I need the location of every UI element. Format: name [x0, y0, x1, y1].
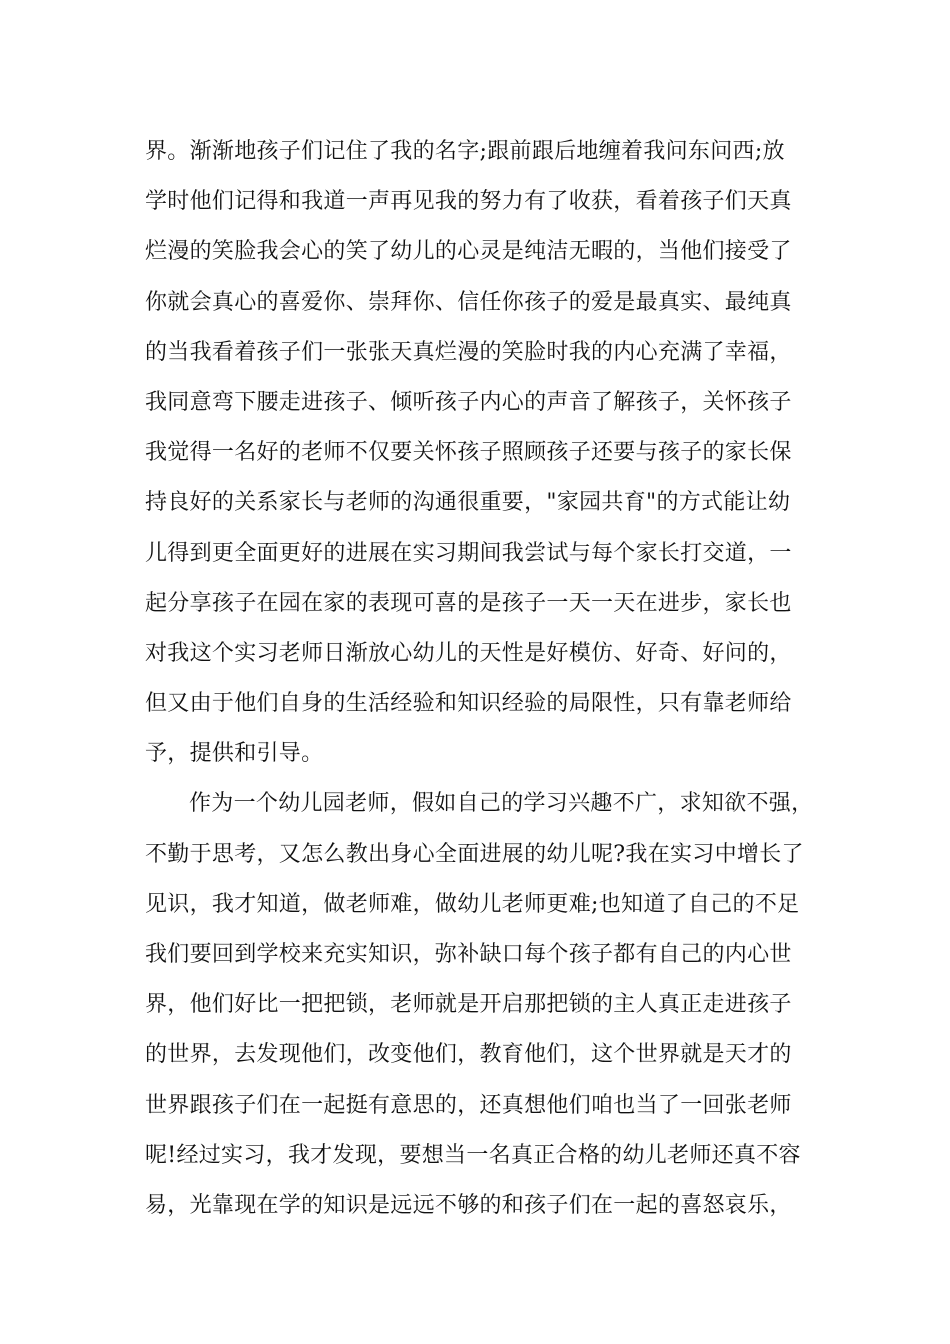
text-line: 的世界，去发现他们，改变他们，教育他们，这个世界就是天才的 [145, 1042, 792, 1068]
text-line: 予，提供和引导。 [145, 741, 324, 767]
body-text [145, 130, 845, 1234]
text-line: 界，他们好比一把把锁，老师就是开启那把锁的主人真正走进孩子 [145, 992, 792, 1018]
text-line: 界。渐渐地孩子们记住了我的名字;跟前跟后地缠着我问东问西;放 [145, 139, 785, 164]
text-line: 世界跟孩子们在一起挺有意思的，还真想他们咱也当了一回张老师 [145, 1092, 792, 1118]
text-line: 烂漫的笑脸我会心的笑了幼儿的心灵是纯洁无暇的，当他们接受了 [145, 239, 792, 265]
text-line: 的当我看着孩子们一张张天真烂漫的笑脸时我的内心充满了幸福， [145, 339, 792, 365]
text-line: 易，光靠现在学的知识是远远不够的和孩子们在一起的喜怒哀乐， [145, 1192, 792, 1218]
text-line: 但又由于他们自身的生活经验和知识经验的局限性，只有靠老师给 [145, 691, 792, 717]
text-line: 起分享孩子在园在家的表现可喜的是孩子一天一天在进步，家长也 [145, 590, 792, 616]
paragraph-first-line: 作为一个幼儿园老师，假如自己的学习兴趣不广，求知欲不强， [189, 791, 814, 817]
text-line: 不勤于思考，又怎么教出身心全面进展的幼儿呢?我在实习中增长了 [145, 841, 804, 867]
text-line: 我同意弯下腰走进孩子、倾听孩子内心的声音了解孩子，关怀孩子 [145, 389, 792, 415]
text-line: 你就会真心的喜爱你、崇拜你、信任你孩子的爱是最真实、最纯真 [145, 289, 792, 315]
text-line: 学时他们记得和我道一声再见我的努力有了收获，看着孩子们天真 [145, 189, 792, 215]
text-line: 我们要回到学校来充实知识，弥补缺口每个孩子都有自己的内心世 [145, 942, 792, 967]
text-line: 我觉得一名好的老师不仅要关怀孩子照顾孩子还要与孩子的家长保 [145, 440, 792, 466]
text-line: 呢!经过实习，我才发现，要想当一名真正合格的幼儿老师还真不容 [145, 1142, 801, 1168]
text-line: 儿得到更全面更好的进展在实习期间我尝试与每个家长打交道，一 [145, 540, 792, 566]
text-line: 持良好的关系家长与老师的沟通很重要，"家园共育"的方式能让幼 [145, 490, 791, 516]
text-line: 对我这个实习老师日渐放心幼儿的天性是好模仿、好奇、好问的， [145, 640, 792, 666]
text-line: 见识，我才知道，做老师难，做幼儿老师更难;也知道了自己的不足 [145, 891, 800, 917]
